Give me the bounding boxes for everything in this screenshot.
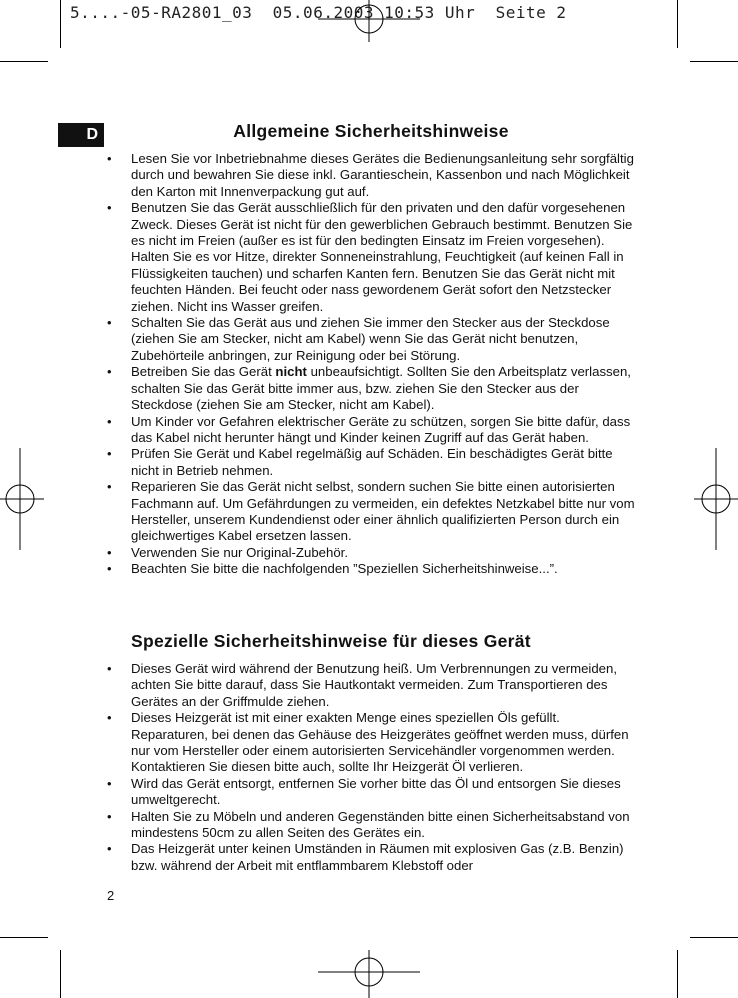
registration-mark-icon — [318, 0, 420, 42]
language-tab: D — [58, 123, 104, 147]
registration-mark-icon — [694, 448, 738, 550]
crop-mark — [690, 61, 738, 62]
list-item — [0, 661, 637, 710]
page-number: 2 — [107, 888, 115, 903]
item-text: Um Kinder vor Gefahren elektrischer Geräte zu schützen, sorgen Sie bitte dafür, dass das Kabel nicht herunter hängt und Kinder keinen Zugriff auf das Gerät haben. — [131, 413, 631, 445]
crop-mark — [0, 937, 48, 938]
list-item — [0, 841, 637, 874]
item-text: Prüfen Sie Gerät und Kabel regelmäßig auf Schäden. Ein beschädigtes Gerät bitte nicht in Betrieb nehmen. — [131, 446, 613, 478]
bullet-icon: • — [107, 151, 112, 166]
item-text: unbeaufsichtigt. Sollten Sie den Arbeitsplatz verlassen, schalten Sie das Gerät bitte immer aus, bzw. ziehen Sie den Stecker aus der Steckdose (ziehen Sie am Stecker, nicht am Kabel). — [131, 364, 631, 413]
item-text: Halten Sie zu Möbeln und anderen Gegenständen bitte einen Sicherheitsabstand von mindestens 50cm zu allen Seiten des Gerätes ein. — [131, 808, 630, 841]
list-item — [0, 776, 637, 809]
item-text: Verwenden Sie nur Original-Zubehör. — [131, 544, 348, 560]
bullet-icon: • — [107, 561, 112, 577]
item-text: Beachten Sie bitte die nachfolgenden ”Speziellen Sicherheitshinweise...”. — [131, 561, 558, 577]
list-item — [0, 200, 637, 315]
list-item — [0, 809, 637, 842]
item-text: Dieses Heizgerät ist mit einer exakten Menge eines speziellen Öls gefüllt. Reparaturen, bei denen das Gehäuse des Heizgerätes geöffnet werden muss, dürfen nur vom Hersteller oder einem autorisierten Servicehändler vorgenommen werden. Kontaktieren Sie diesen bitte auch, sollte Ihr Heizgerät Öl verlieren. — [131, 710, 629, 775]
crop-mark — [690, 937, 738, 938]
item-text: Lesen Sie vor Inbetriebnahme dieses Gerätes die Bedienungsanleitung sehr sorgfältig durch und bewahren Sie diese inkl. Garantieschein, Kassenbon und nach Möglichkeit den Karton mit Innenverpackung gut auf. — [131, 151, 634, 199]
item-text: Betreiben Sie das Gerät — [131, 364, 276, 380]
section-title-general-safety: Allgemeine Sicherheitshinweise — [233, 121, 509, 141]
emphasis-text: nicht — [275, 364, 307, 380]
bullet-icon: • — [107, 710, 112, 726]
list-item — [0, 710, 637, 776]
list-item — [0, 479, 637, 545]
crop-mark — [677, 950, 678, 998]
list-item — [0, 446, 637, 479]
bullet-icon: • — [107, 446, 112, 462]
crop-mark — [677, 0, 678, 48]
item-text: Benutzen Sie das Gerät ausschließlich für den privaten und den dafür vorgesehenen Zweck. Dieses Gerät ist nicht für den gewerblichen Gebrauch bestimmt. Benutzen Sie es nicht im Freien (außer es ist für den bedingten Einsatz im Freien vorgesehen). Halten Sie es vor Hitze, direkter Sonneneinstrahlung, Feuchtigkeit (auf keinen Fall in Flüssigkeiten tauchen) und scharfen Kanten fern. Benutzen Sie das Gerät nicht mit feuchten Händen. Bei feucht oder nass gewordenem Gerät sofort den Netzstecker ziehen. Nicht ins Wasser greifen. — [131, 200, 633, 314]
bullet-icon: • — [107, 479, 112, 495]
item-text: Dieses Gerät wird während der Benutzung heiß. Um Verbrennungen zu vermeiden, achten Sie bitte darauf, dass Sie Hautkontakt vermeiden. Zum Transportieren des Gerätes an der Griffmulde ziehen. — [131, 661, 617, 709]
item-text: Das Heizgerät unter keinen Umständen in Räumen mit explosiven Gas (z.B. Benzin) bzw. während der Arbeit mit entflammbarem Klebstoff oder — [131, 841, 624, 873]
crop-mark — [60, 0, 61, 48]
list-item — [0, 364, 637, 413]
section-title-device-safety: Spezielle Sicherheitshinweise für dieses Gerät — [131, 631, 531, 651]
bullet-icon: • — [107, 413, 112, 429]
bullet-icon: • — [107, 661, 112, 676]
bullet-icon: • — [107, 544, 112, 560]
device-safety-list — [0, 661, 637, 874]
item-text: Wird das Gerät entsorgt, entfernen Sie vorher bitte das Öl und entsorgen Sie dieses umweltgerecht. — [131, 775, 621, 808]
general-safety-list — [0, 151, 637, 578]
bullet-icon: • — [107, 200, 112, 216]
list-item — [0, 545, 637, 561]
list-item — [0, 315, 637, 364]
list-item — [0, 151, 637, 200]
bullet-icon: • — [107, 315, 112, 331]
list-item — [0, 414, 637, 447]
bullet-icon: • — [107, 808, 112, 824]
registration-mark-icon — [318, 950, 420, 998]
print-slug-header: 5....-05-RA2801_03 05.06.2003 10:53 Uhr Seite 2 — [70, 3, 567, 22]
item-text: Reparieren Sie das Gerät nicht selbst, sondern suchen Sie bitte einen autorisierten Fachmann auf. Um Gefährdungen zu vermeiden, ein defektes Netzkabel bitte nur vom Hersteller, unserem Kundendienst oder einer ähnlich qualifizierten Person durch ein gleichwertiges Kabel ersetzen lassen. — [131, 479, 635, 544]
crop-mark — [60, 950, 61, 998]
crop-mark — [0, 61, 48, 62]
bullet-icon: • — [107, 841, 112, 857]
bullet-icon: • — [107, 364, 112, 380]
bullet-icon: • — [107, 775, 112, 791]
item-text: Schalten Sie das Gerät aus und ziehen Sie immer den Stecker aus der Steckdose (ziehen Sie am Stecker, nicht am Kabel) wenn Sie das Gerät nicht benutzen, Zubehörteile anbringen, zur Reinigung oder bei Störung. — [131, 315, 610, 363]
list-item — [0, 561, 637, 577]
